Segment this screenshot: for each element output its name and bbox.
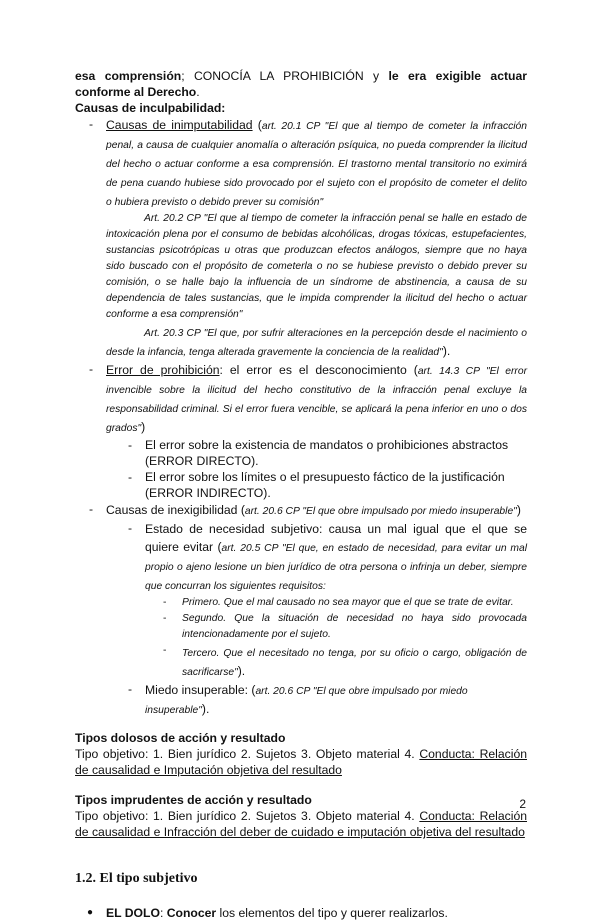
sub-item-miedo-insuperable: - Miedo insuperable: (art. 20.6 CP "El que obre impulsado por miedo insuperable"). (128, 682, 468, 716)
inimputabilidad-paragraph: Causas de inimputabilidad (art. 20.1 CP "El que al tiempo de cometer la infracción penal, a causa de cualquier anomalía o alteración psíquica, no pueda comprender la ilicitud del hecho o actuar conforme a esa comprensión. El trastorno mental transitorio no eximirá de pena cuando hubiese sido provocado por el sujeto con el propósito de cometer el delito o hubiera previsto o debido prever su comisión" (106, 118, 527, 208)
dash-marker: - (89, 117, 94, 131)
sub-item-error-directo: - El error sobre la existencia de mandatos o prohibiciones abstractos (ERROR DIRECTO). (128, 438, 509, 468)
document-body (75, 68, 527, 921)
dash-marker: - (163, 645, 167, 656)
tipos-dolosos-text: Tipo objetivo: 1. Bien jurídico 2. Sujetos 3. Objeto material 4. Conducta: Relación de causalidad e Imputación objetiva del resultado (75, 747, 528, 777)
tipos-imprudentes-heading: Tipos imprudentes de acción y resultado (75, 793, 312, 807)
sub-item-error-indirecto: - El error sobre los límites o el presupuesto fáctico de la justificación (ERROR INDIRECTO). (128, 470, 505, 500)
requisito-tercero: - Tercero. Que el necesitado no tenga, por su oficio o cargo, obligación de sacrificarse"). (163, 645, 527, 678)
dash-marker: - (89, 362, 94, 376)
inculpabilidad-heading: Causas de inculpabilidad: (75, 101, 226, 115)
dolo-bullet-item: ● EL DOLO: Conocer los elementos del tipo y querer realizarlos. (87, 906, 448, 920)
tipos-dolosos-heading: Tipos dolosos de acción y resultado (75, 731, 286, 745)
requisito-segundo: - Segundo. Que la situación de necesidad no haya sido provocada intencionadamente por el sujeto. (163, 613, 527, 640)
art-20-2-paragraph: Art. 20.2 CP "El que al tiempo de cometer la infracción penal se halle en estado de intoxicación plena por el consumo de bebidas alcohólicas, drogas tóxicas, estupefacientes, sustancias psicotrópicas u otras que produzcan efectos análogos, siempre que no haya sido buscado con el propósito de cometerla o no se hubiese previsto o debido prever su comisión, o se halle bajo la influencia de un síndrome de abstinencia, a causa de su dependencia de tales sustancias, que le impida comprender la ilicitud del hecho o actuar conforme a esa comprensión" (106, 213, 527, 320)
dash-marker: - (128, 521, 133, 535)
dash-marker: - (128, 470, 133, 484)
dash-marker: - (163, 613, 167, 624)
intro-paragraph: esa comprensión; CONOCÍA LA PROHIBICIÓN y le era exigible actuar conforme al Derecho. (75, 69, 527, 99)
list-item-inimputabilidad (75, 116, 527, 361)
dash-marker: - (128, 682, 133, 696)
tipos-imprudentes-text: Tipo objetivo: 1. Bien jurídico 2. Sujetos 3. Objeto material 4. Conducta: Relación de causalidad e Infracción del deber de cuidado e imputación objetiva del resultado (75, 809, 528, 839)
error-prohibicion-paragraph: Error de prohibición: el error es el desconocimiento (art. 14.3 CP "El error invencible sobre la ilicitud del hecho constitutivo de la infracción penal excluye la responsabilidad criminal. Si el error fuera vencible, se aplicará la pena inferior en uno o dos grados") (106, 363, 527, 434)
requisito-primero: - Primero. Que el mal causado no sea mayor que el que se trate de evitar. (145, 595, 527, 611)
page-number: 2 (519, 797, 526, 811)
sub-item-estado-necesidad: - Estado de necesidad subjetivo: causa un mal igual que el que se quiere evitar (art. 20.5 CP "El que, en estado de necesidad, para evitar un mal propio o ajeno lesione un bien jurídico de otra persona o infrinja un deber, siempre que concurran los siguientes requisitos: - Primero. Que el mal causado no sea mayor que el que se trate de evitar. - Segundo. Que la situación de necesidad no haya sido provocada intencionadamente por el sujeto. - Tercero. Que el necesitado no tenga, por su oficio o cargo, obligación de sacrificarse"). (106, 520, 527, 681)
bullet-marker: ● (87, 907, 94, 918)
dash-marker: - (163, 597, 167, 608)
dash-marker: - (128, 438, 133, 452)
list-item-error-prohibicion (75, 361, 527, 501)
dash-marker: - (89, 502, 94, 516)
list-item-inexigibilidad (75, 501, 527, 719)
section-heading: 1.2. El tipo subjetivo (75, 871, 198, 886)
inexigibilidad-paragraph: Causas de inexigibilidad (art. 20.6 CP "El que obre impulsado por miedo insuperable") (106, 503, 521, 517)
art-20-3-paragraph: Art. 20.3 CP "El que, por sufrir alteraciones en la percepción desde el nacimiento o desde la infancia, tenga alterada gravemente la conciencia de la realidad"). (106, 328, 527, 358)
